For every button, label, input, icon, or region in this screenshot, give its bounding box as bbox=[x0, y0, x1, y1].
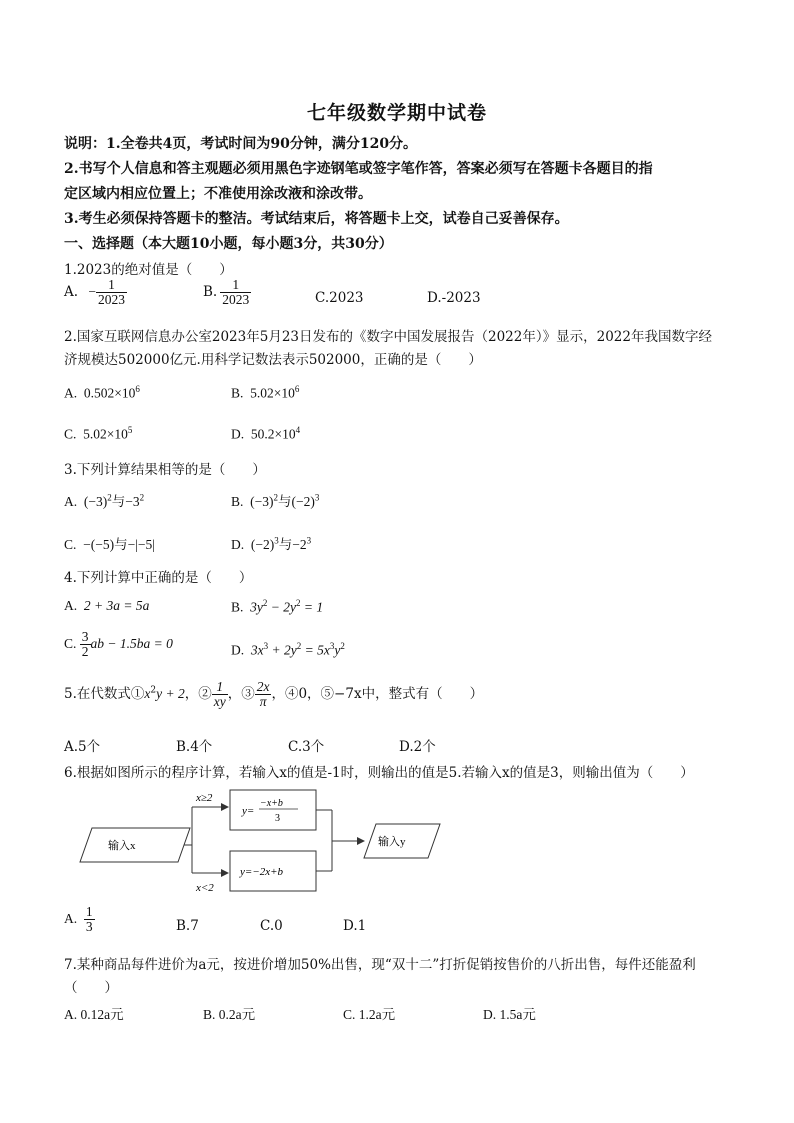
q5-option-a: A.5个 bbox=[64, 739, 101, 755]
q7-option-b: B. 0.2a元 bbox=[203, 1007, 256, 1022]
q1-option-c: C.2023 bbox=[315, 290, 364, 306]
svg-text:y=: y= bbox=[242, 805, 255, 817]
condition-bottom: x<2 bbox=[196, 882, 214, 894]
q2-option-d: D. $50.2\times 10^4$ bbox=[231, 425, 301, 442]
q2-option-b: B. $5.02\times 10^6$ bbox=[231, 384, 300, 401]
instruction-line-2: 2.书写个人信息和答主观题必须用黑色字迹钢笔或签字笔作答，答案必须写在答题卡各题目的指 bbox=[64, 161, 653, 177]
q7-option-c: C. 1.2a元 bbox=[343, 1007, 396, 1022]
instruction-line-1: 说明：1.全卷共4页，考试时间为90分钟，满分120分。 bbox=[64, 136, 418, 152]
q7-option-a: A. 0.12a元 bbox=[64, 1007, 124, 1022]
q4-option-c: C. $\frac{3}{2}$ ab − 1.5ba = 0 bbox=[64, 629, 173, 660]
q4-option-d: D. $3x^3 + 2y^2 = 5x^3y^2$ bbox=[231, 641, 345, 658]
section-heading: 一、选择题（本大题10小题，每小题3分，共30分） bbox=[64, 236, 393, 252]
q4-option-b: B. $3y^2 - 2y^2 = 1$ bbox=[231, 598, 324, 615]
q2-option-a: A. $0.502\times 10^6$ bbox=[64, 384, 140, 401]
output-label: 输入y bbox=[378, 836, 406, 848]
q1-option-b: B. $\frac{1}{2023}$ bbox=[203, 277, 250, 308]
q5-stem: 5.在代数式$①x^2y + 2$，② $\frac{1}{xy}$ ，③ $\frac{2x}{\pi}$ ，④0，⑤−7x中，整式有（ ） bbox=[64, 679, 484, 710]
q1-option-a: A. − $\frac{1}{2023}$ bbox=[64, 277, 125, 308]
q2-stem-line-1: 2.国家互联网信息办公室2023年5月23日发布的《数字中国发展报告（2022年）》显示，2022年我国数字经 bbox=[64, 329, 712, 345]
svg-text:−x+b: −x+b bbox=[260, 798, 283, 809]
q2-stem-line-2: 济规模达502000亿元.用科学记数法表示502000，正确的是（ ） bbox=[64, 352, 482, 368]
q6-option-d: D.1 bbox=[343, 918, 367, 934]
input-label: 输入x bbox=[108, 840, 136, 852]
q7-stem-line-2: （ ） bbox=[64, 980, 118, 996]
svg-text:y=−2x+b: y=−2x+b bbox=[240, 866, 284, 878]
q6-option-c: C.0 bbox=[260, 918, 283, 934]
instruction-line-3: 定区域内相应位置上；不准使用涂改液和涂改带。 bbox=[64, 186, 372, 202]
q2-option-c: C. $5.02\times 10^5$ bbox=[64, 425, 133, 442]
svg-text:3: 3 bbox=[275, 813, 280, 824]
q3-option-a: A. $(-3)^2$与$-3^2$ bbox=[64, 492, 145, 509]
q4-option-a: A. 2 + 3a = 5a bbox=[64, 598, 150, 613]
q3-stem: 3.下列计算结果相等的是（ ） bbox=[64, 462, 266, 478]
q7-option-d: D. 1.5a元 bbox=[483, 1007, 536, 1022]
q3-option-b: B. $(-3)^2$与$(-2)^3$ bbox=[231, 492, 320, 509]
q1-stem: 1.2023的绝对值是（ ） bbox=[64, 262, 233, 278]
q6-option-b: B.7 bbox=[176, 918, 199, 934]
q5-option-c: C.3个 bbox=[288, 739, 325, 755]
page-title: 七年级数学期中试卷 bbox=[306, 102, 487, 124]
q6-stem: 6.根据如图所示的程序计算，若输入x的值是-1时，则输出的值是5.若输入x的值是3，则输出值为（ ） bbox=[64, 765, 694, 781]
q3-option-c: C. −(−5)与−|−5| bbox=[64, 537, 155, 552]
q1-option-d: D.-2023 bbox=[427, 290, 481, 306]
condition-top: x≥2 bbox=[196, 792, 213, 804]
program-flowchart bbox=[70, 785, 450, 900]
q5-option-d: D.2个 bbox=[399, 739, 436, 755]
q4-stem: 4.下列计算中正确的是（ ） bbox=[64, 570, 253, 586]
q6-option-a: A. $\frac{1}{3}$ bbox=[64, 904, 93, 935]
q7-stem-line-1: 7.某种商品每件进价为a元，按进价增加50%出售，现“双十二”打折促销按售价的八折出售，每件还能盈利 bbox=[64, 957, 696, 973]
q5-option-b: B.4个 bbox=[176, 739, 213, 755]
q3-option-d: D. $(-2)^3$与$-2^3$ bbox=[231, 535, 312, 552]
instruction-line-4: 3.考生必须保持答题卡的整洁。考试结束后，将答题卡上交，试卷自己妥善保存。 bbox=[64, 211, 569, 227]
